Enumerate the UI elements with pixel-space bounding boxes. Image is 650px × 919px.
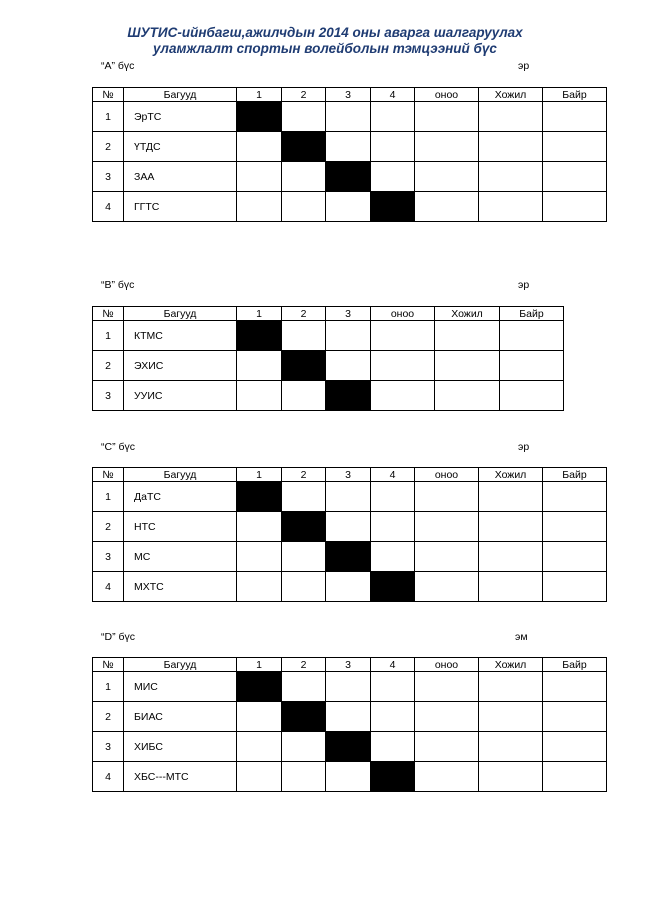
group-b-gender: эр: [518, 279, 530, 291]
score-cell: [371, 672, 415, 702]
place-cell: [543, 542, 607, 572]
table-row: [93, 192, 607, 222]
score-cell: [371, 132, 415, 162]
table-row: [93, 542, 607, 572]
score-cell: [282, 732, 326, 762]
self-match-cell: [371, 762, 415, 792]
points-cell: [371, 381, 435, 411]
group-a-header-row: [93, 88, 607, 102]
team-name: НТС: [124, 512, 237, 542]
points-cell: [371, 351, 435, 381]
score-cell: [237, 132, 282, 162]
self-match-cell: [237, 672, 282, 702]
document-title-line2: уламжлалт спортын волейболын тэмцээний бүс: [153, 41, 497, 56]
score-cell: [326, 512, 371, 542]
header-place: Байр: [543, 88, 607, 102]
group-d-label: “D” бүс: [101, 631, 136, 643]
header-points: оноо: [415, 88, 479, 102]
header-col-2: 2: [282, 307, 326, 321]
team-name: ГГТС: [124, 192, 237, 222]
team-name: МИС: [124, 672, 237, 702]
place-cell: [543, 512, 607, 542]
row-number: 2: [93, 351, 124, 381]
score-cell: [282, 672, 326, 702]
self-match-cell: [326, 732, 371, 762]
self-match-cell: [282, 351, 326, 381]
header-points: оноо: [415, 658, 479, 672]
win-cell: [479, 132, 543, 162]
document-title-line1: ШУТИС-ийнбагш,ажилчдын 2014 оны аварга шалгаруулах: [127, 25, 523, 40]
group-d-table: [92, 657, 607, 792]
self-match-cell: [282, 512, 326, 542]
points-cell: [371, 321, 435, 351]
header-points: оноо: [371, 307, 435, 321]
group-d-gender: эм: [515, 631, 528, 643]
header-col-1: 1: [237, 307, 282, 321]
header-place: Байр: [543, 658, 607, 672]
header-col-4: 4: [371, 88, 415, 102]
table-row: [93, 672, 607, 702]
team-name: ХИБС: [124, 732, 237, 762]
win-cell: [479, 702, 543, 732]
score-cell: [326, 321, 371, 351]
group-c-table: [92, 467, 607, 602]
row-number: 1: [93, 482, 124, 512]
score-cell: [237, 381, 282, 411]
row-number: 1: [93, 321, 124, 351]
win-cell: [435, 381, 500, 411]
group-c-gender: эр: [518, 441, 530, 453]
place-cell: [543, 102, 607, 132]
row-number: 2: [93, 512, 124, 542]
header-col-1: 1: [237, 468, 282, 482]
place-cell: [543, 192, 607, 222]
score-cell: [237, 732, 282, 762]
self-match-cell: [371, 192, 415, 222]
team-name: ЭХИС: [124, 351, 237, 381]
score-cell: [371, 542, 415, 572]
team-name: ДаТС: [124, 482, 237, 512]
row-number: 1: [93, 672, 124, 702]
header-place: Байр: [543, 468, 607, 482]
self-match-cell: [237, 482, 282, 512]
row-number: 2: [93, 702, 124, 732]
header-place: Байр: [500, 307, 564, 321]
self-match-cell: [282, 702, 326, 732]
header-win: Хожил: [479, 658, 543, 672]
place-cell: [500, 321, 564, 351]
row-number: 4: [93, 762, 124, 792]
header-col-1: 1: [237, 88, 282, 102]
score-cell: [282, 102, 326, 132]
header-team: Багууд: [124, 307, 237, 321]
header-win: Хожил: [479, 468, 543, 482]
header-col-2: 2: [282, 88, 326, 102]
score-cell: [326, 132, 371, 162]
group-a-gender: эр: [518, 60, 530, 72]
score-cell: [282, 482, 326, 512]
score-cell: [237, 542, 282, 572]
row-number: 3: [93, 162, 124, 192]
win-cell: [479, 732, 543, 762]
group-b-header-row: [93, 307, 564, 321]
score-cell: [371, 162, 415, 192]
score-cell: [282, 572, 326, 602]
row-number: 2: [93, 132, 124, 162]
score-cell: [371, 102, 415, 132]
score-cell: [282, 762, 326, 792]
points-cell: [415, 512, 479, 542]
win-cell: [479, 672, 543, 702]
header-points: оноо: [415, 468, 479, 482]
place-cell: [543, 672, 607, 702]
team-name: КТМС: [124, 321, 237, 351]
score-cell: [326, 702, 371, 732]
score-cell: [326, 351, 371, 381]
header-num: №: [93, 658, 124, 672]
row-number: 1: [93, 102, 124, 132]
self-match-cell: [326, 162, 371, 192]
header-col-2: 2: [282, 468, 326, 482]
header-col-3: 3: [326, 307, 371, 321]
win-cell: [435, 351, 500, 381]
points-cell: [415, 132, 479, 162]
score-cell: [237, 192, 282, 222]
place-cell: [543, 732, 607, 762]
score-cell: [371, 732, 415, 762]
table-row: [93, 132, 607, 162]
points-cell: [415, 192, 479, 222]
score-cell: [237, 572, 282, 602]
team-name: ҮТДС: [124, 132, 237, 162]
place-cell: [543, 702, 607, 732]
self-match-cell: [282, 132, 326, 162]
score-cell: [282, 321, 326, 351]
group-a-table: [92, 87, 607, 222]
score-cell: [237, 702, 282, 732]
points-cell: [415, 762, 479, 792]
self-match-cell: [237, 321, 282, 351]
win-cell: [479, 572, 543, 602]
team-name: УУИС: [124, 381, 237, 411]
row-number: 4: [93, 572, 124, 602]
group-b-label: “B” бүс: [101, 279, 135, 291]
place-cell: [543, 482, 607, 512]
place-cell: [500, 351, 564, 381]
header-num: №: [93, 88, 124, 102]
score-cell: [326, 572, 371, 602]
table-row: [93, 162, 607, 192]
place-cell: [543, 162, 607, 192]
header-team: Багууд: [124, 88, 237, 102]
win-cell: [479, 102, 543, 132]
self-match-cell: [326, 381, 371, 411]
score-cell: [282, 162, 326, 192]
table-row: [93, 762, 607, 792]
table-row: [93, 732, 607, 762]
team-name: ЭрТС: [124, 102, 237, 132]
win-cell: [479, 542, 543, 572]
table-row: [93, 702, 607, 732]
header-win: Хожил: [479, 88, 543, 102]
team-name: МХТС: [124, 572, 237, 602]
score-cell: [326, 102, 371, 132]
score-cell: [282, 381, 326, 411]
header-col-3: 3: [326, 468, 371, 482]
table-row: [93, 512, 607, 542]
place-cell: [543, 132, 607, 162]
row-number: 3: [93, 381, 124, 411]
table-row: [93, 381, 564, 411]
score-cell: [326, 192, 371, 222]
row-number: 3: [93, 542, 124, 572]
points-cell: [415, 702, 479, 732]
win-cell: [479, 192, 543, 222]
team-name: МС: [124, 542, 237, 572]
score-cell: [282, 192, 326, 222]
win-cell: [479, 762, 543, 792]
header-col-2: 2: [282, 658, 326, 672]
win-cell: [435, 321, 500, 351]
header-team: Багууд: [124, 468, 237, 482]
group-c-label: “C” бүс: [101, 441, 136, 453]
points-cell: [415, 162, 479, 192]
header-win: Хожил: [435, 307, 500, 321]
points-cell: [415, 482, 479, 512]
group-b-table: [92, 306, 564, 411]
row-number: 3: [93, 732, 124, 762]
score-cell: [371, 702, 415, 732]
table-row: [93, 321, 564, 351]
self-match-cell: [326, 542, 371, 572]
win-cell: [479, 512, 543, 542]
table-row: [93, 482, 607, 512]
header-col-3: 3: [326, 658, 371, 672]
row-number: 4: [93, 192, 124, 222]
points-cell: [415, 542, 479, 572]
header-team: Багууд: [124, 658, 237, 672]
header-num: №: [93, 468, 124, 482]
score-cell: [371, 482, 415, 512]
score-cell: [237, 762, 282, 792]
table-row: [93, 102, 607, 132]
score-cell: [282, 542, 326, 572]
team-name: БИАС: [124, 702, 237, 732]
header-num: №: [93, 307, 124, 321]
table-row: [93, 572, 607, 602]
place-cell: [500, 381, 564, 411]
header-col-1: 1: [237, 658, 282, 672]
points-cell: [415, 732, 479, 762]
score-cell: [237, 162, 282, 192]
team-name: ЗАА: [124, 162, 237, 192]
score-cell: [326, 482, 371, 512]
score-cell: [326, 762, 371, 792]
score-cell: [326, 672, 371, 702]
points-cell: [415, 102, 479, 132]
self-match-cell: [237, 102, 282, 132]
score-cell: [371, 512, 415, 542]
header-col-4: 4: [371, 658, 415, 672]
place-cell: [543, 572, 607, 602]
group-d-header-row: [93, 658, 607, 672]
win-cell: [479, 162, 543, 192]
group-c-header-row: [93, 468, 607, 482]
header-col-3: 3: [326, 88, 371, 102]
points-cell: [415, 572, 479, 602]
self-match-cell: [371, 572, 415, 602]
place-cell: [543, 762, 607, 792]
score-cell: [237, 512, 282, 542]
points-cell: [415, 672, 479, 702]
score-cell: [237, 351, 282, 381]
group-a-label: “A” бүс: [101, 60, 135, 72]
win-cell: [479, 482, 543, 512]
header-col-4: 4: [371, 468, 415, 482]
table-row: [93, 351, 564, 381]
team-name: ХБС---МТС: [124, 762, 237, 792]
